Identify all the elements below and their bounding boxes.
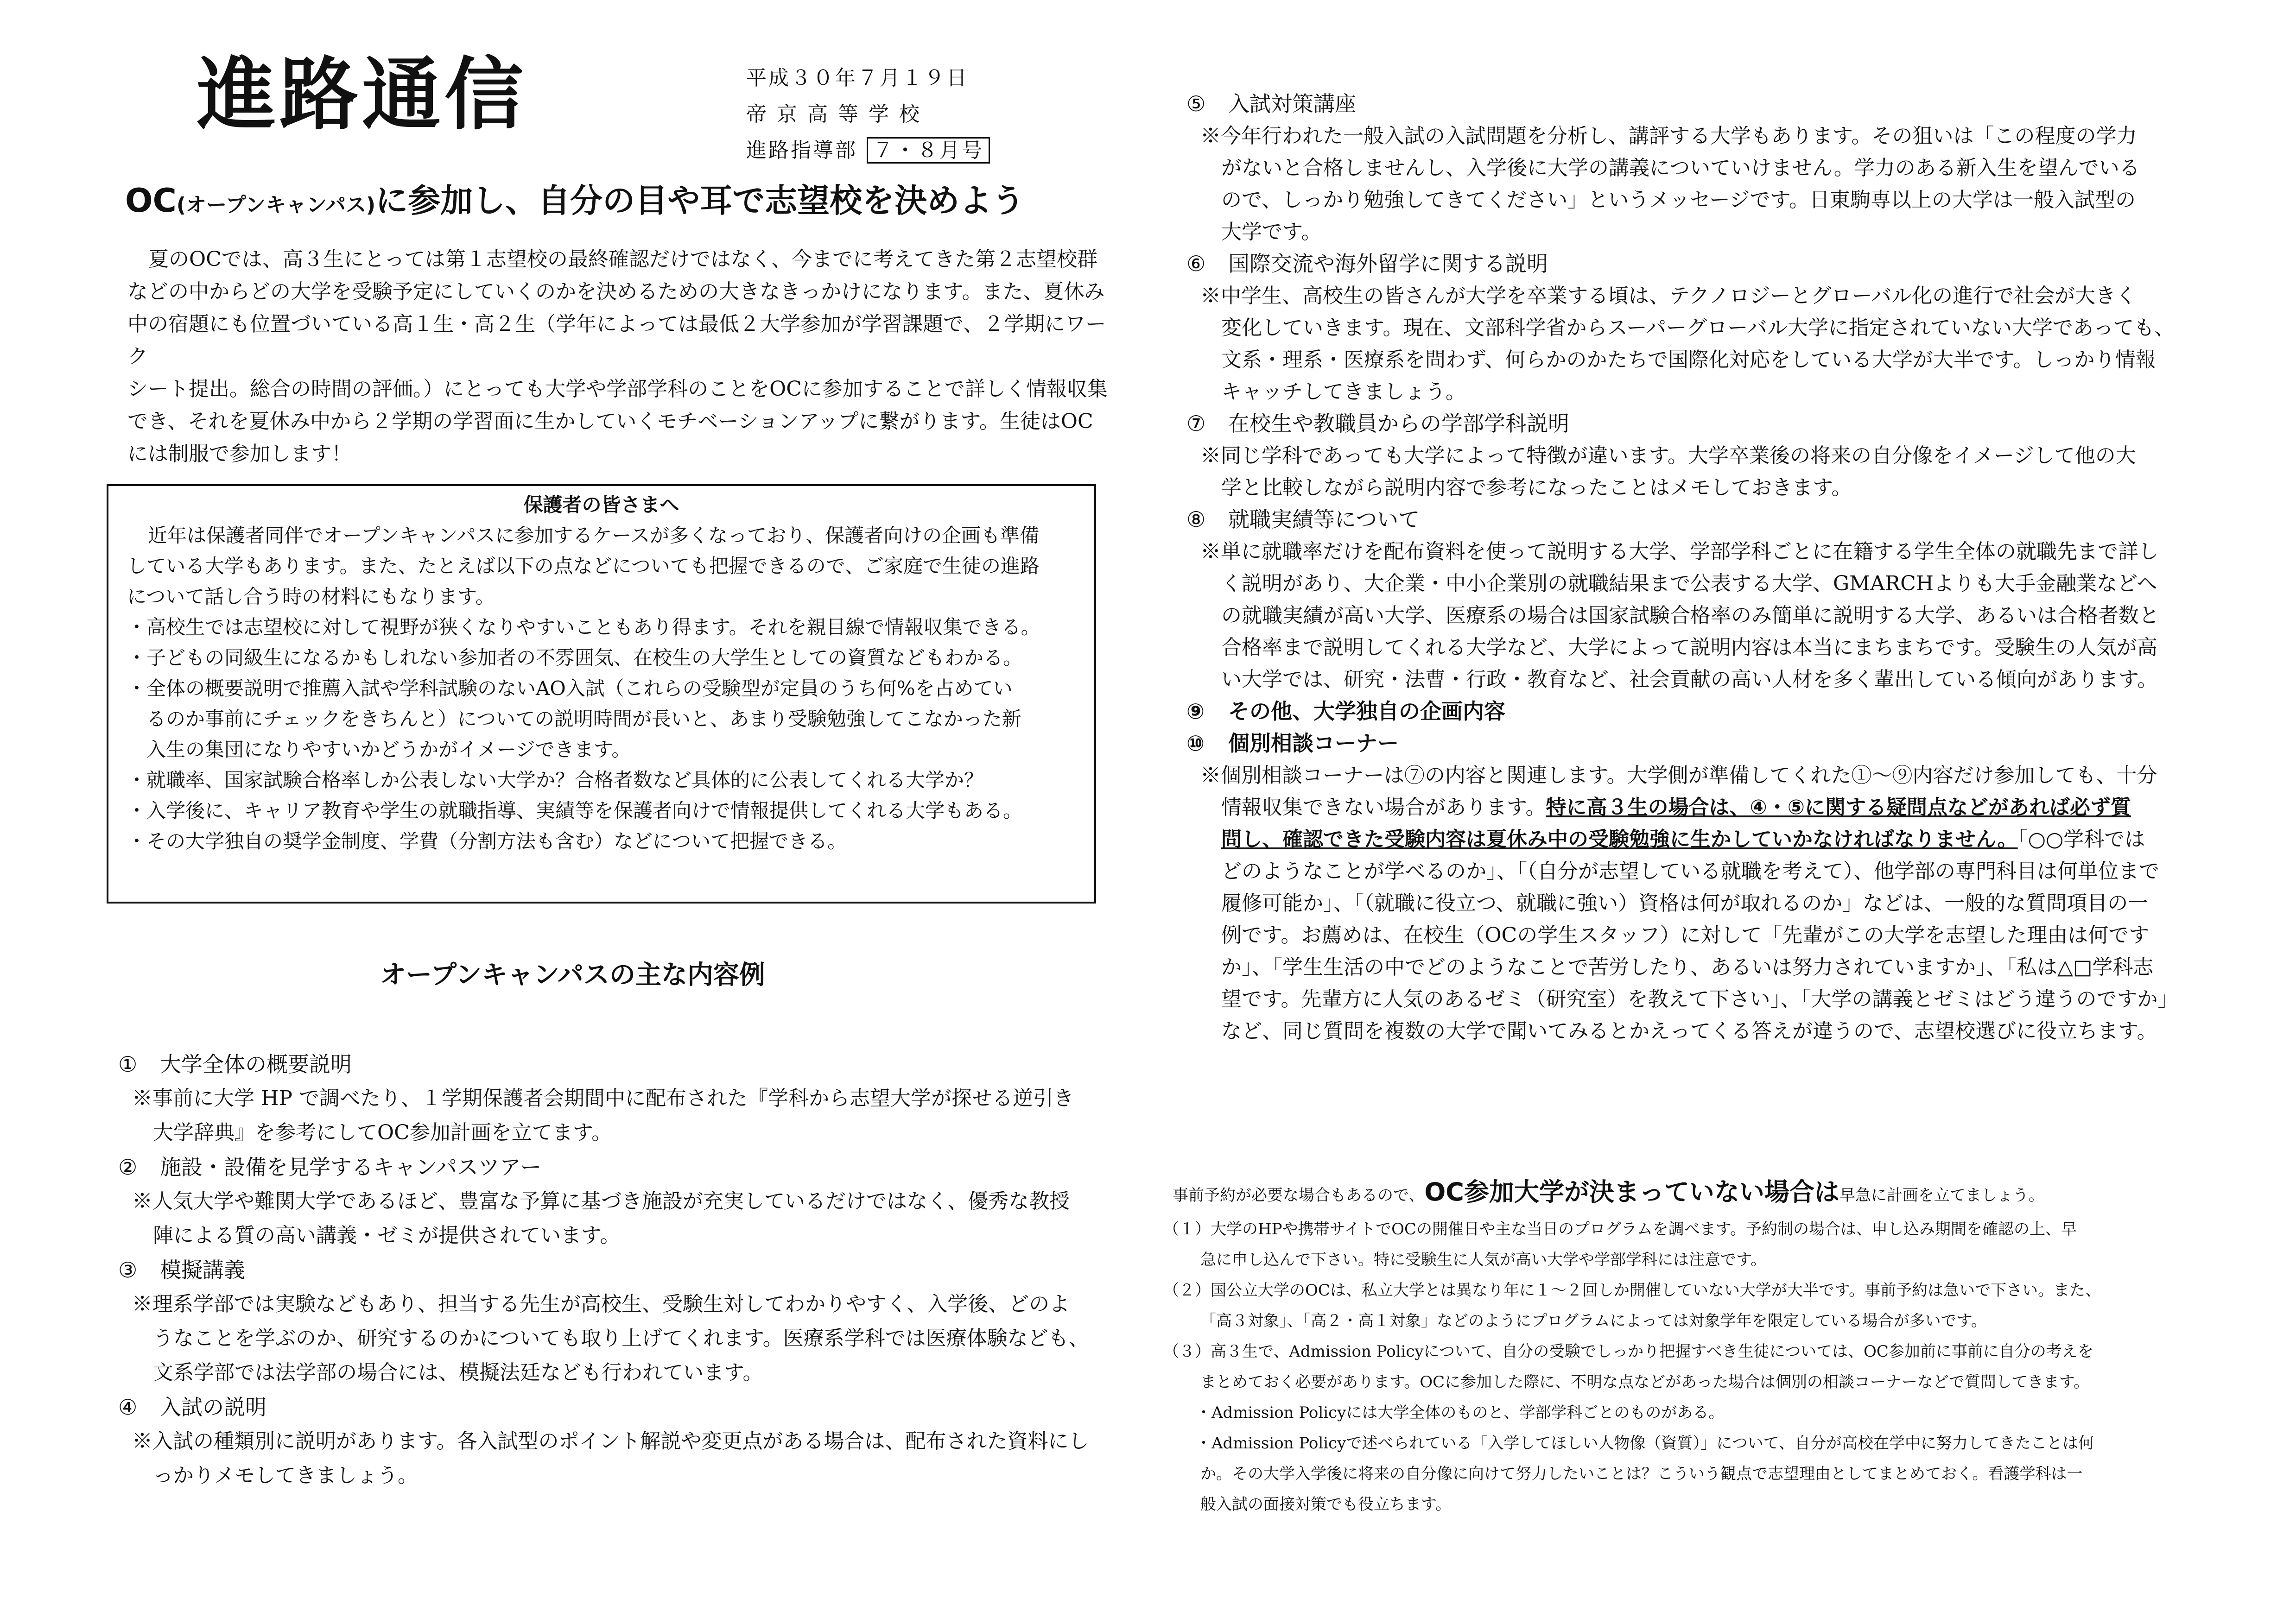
content-item [1186,408,2188,504]
content-item [1186,727,2188,1047]
item-note-line: 大学です。 [1221,220,1322,244]
content-item [1186,88,2188,248]
section-title: オープンキャンパスの主な内容例 [380,960,766,990]
consult-line: など、同じ質問を複数の大学で聞いてみるとかえってくる答えが違うので、志望校選びに役立ちます。 [1221,1019,2157,1043]
parent-box-line: について話し合う時の材料にもなります。 [127,585,495,608]
item-heading: ③ 模擬講義 [118,1257,245,1283]
parent-box-line: 近年は保護者同伴でオープンキャンパスに参加するケースが多くなっており、保護者向けの企画も準備 [148,524,1040,547]
consult-line: 問し、確認できた受験内容は夏休み中の受験勉強に生かしていかなければなりません。「○○学科では [1221,828,2145,851]
item-note-line: ※理系学部では実験などもあり、担当する先生が高校生、受験生対してわかりやすく、入学後、どのよ [132,1292,1070,1316]
item-heading: ④ 入試の説明 [118,1395,266,1420]
parent-box-bullet: るのか事前にチェックをきちんと）についての説明時間が長いと、あまり受験勉強してこなかった新 [127,708,1021,730]
consult-line: 情報収集できない場合があります。特に高３生の場合は、④・⑤に関する疑問点などがあれば必ず質 [1221,796,2131,819]
intro-line: などの中からどの大学を受験予定にしていくのかを決めるための大きなきっかけになります。また、夏休み [127,280,1105,303]
item-note-line: い大学では、研究・法曹・行政・教育など、社会貢献の高い人材を多く輩出している傾向があります。 [1221,668,2158,691]
plan-list-line: か。その大学入学後に将来の自分像に向けて努力したいことは？こういう観点で志望理由としてまとめておく。看護学科は一 [1200,1465,2083,1483]
intro-line: シート提出。総合の時間の評価。）にとっても大学や学部学科のことをOCに参加することで詳しく情報収集 [127,377,1108,401]
parent-box-bullet: ・全体の概要説明で推薦入試や学科試験のないAO入試（これらの受験型が定員のうち何%を占めてい [127,677,1013,700]
parent-box-bullet: ・高校生では志望校に対して視野が狭くなりやすいこともあり得ます。それを親目線で情報収集できる。 [127,616,1040,638]
item-note-line: ※単に就職率だけを配布資料を使って説明する大学、学部学科ごとに在籍する学生全体の就職先まで詳し [1200,540,2159,563]
main-headline [125,183,1122,219]
consult-line: どのようなことが学べるのか」、「（自分が志望している就職を考えて）、他学部の専門科目は何単位まで [1221,859,2159,883]
item-note-line: ので、しっかり勉強してきてください」というメッセージです。日東駒専以上の大学は一般入試型の [1221,188,2136,212]
consult-emphasis: 特に高３生の場合は、④・⑤に関する疑問点などがあれば必ず質 [1546,796,2131,819]
headline-rest: に参加し、自分の目や耳で志望校を決めよう [375,182,1025,220]
consult-line: ※個別相談コーナーは⑦の内容と関連します。大学側が準備してくれた①～⑨内容だけ参加しても、十分 [1200,764,2157,787]
item-note-line: っかりメモしてきましょう。 [153,1464,418,1487]
item-heading: ⑥ 国際交流や海外留学に関する説明 [1186,251,1548,276]
item-heading: ⑤ 入試対策講座 [1186,91,1356,116]
headline-paren: (オープンキャンパス) [176,193,376,217]
item-heading: ⑩ 個別相談コーナー [1186,731,1399,756]
parent-notice-box [107,484,1096,904]
intro-line: には制服で参加します！ [127,442,352,466]
plan-list-line: ・Admission Policyには大学全体のものと、学部学科ごとのものがある。 [1196,1403,1725,1422]
plan-list-line: まとめておく必要があります。OCに参加した際に、不明な点などがあった場合は個別の相談コーナーなどで質問してきます。 [1200,1373,2090,1391]
item-note-line: の就職実績が高い大学、医療系の場合は国家試験合格率のみ簡単に説明する大学、あるいは合格者数と [1221,604,2159,627]
newsletter-title: 進路通信 [197,49,527,141]
intro-line: 夏のOCでは、高３生にとっては第１志望校の最終確認だけではなく、今までに考えてきた第２志望校群 [148,247,1097,271]
item-heading: ② 施設・設備を見学するキャンパスツアー [118,1155,542,1180]
item-note-line: ※人気大学や難関大学であるほど、豊富な予算に基づき施設が充実しているだけではなく、優秀な教授 [132,1189,1070,1213]
content-item [118,1253,1119,1390]
item-note-line: ※同じ学科であっても大学によって特徴が違います。大学卒業後の将来の自分像をイメージして他の大 [1200,444,2136,468]
item-note-line: ※今年行われた一般入試の入試問題を分析し、講評する大学もあります。その狙いは「この程度の学力 [1200,124,2137,148]
intro-line: でき、それを夏休み中から２学期の学習面に生かしていくモチベーションアップに繋がります。生徒はOC [127,410,1093,433]
plan-list-line: 般入試の面接対策でも役立ちます。 [1200,1495,1452,1514]
item-note-line: 大学辞典』を参考にしてOC参加計画を立てます。 [153,1121,612,1144]
plan-emphasis: OC参加大学が決まっていない場合は [1424,1177,1839,1207]
intro-line: 中の宿題にも位置づいている高１生・高２生（学年によっては最低２大学参加が学習課題で、２学期にワーク [127,312,1106,368]
consult-emphasis: 問し、確認できた受験内容は夏休み中の受験勉強に生かしていかなければなりません。 [1221,828,2018,851]
item-note-line: 変化していきます。現在、文部科学省からスーパーグローバル大学に指定されていない大学であっても、 [1221,316,2175,340]
plan-heading [1173,1172,2192,1208]
item-note-line: 陣による質の高い講義・ゼミが提供されています。 [153,1224,621,1247]
issue-date: 平成３０年７月１９日 [746,66,969,90]
item-note-line: 合格率まで説明してくれる大学など、大学によって説明内容は本当にまちまちです。受験生の人気が高 [1221,636,2158,659]
item-heading: ⑨ その他、大学独自の企画内容 [1186,699,1505,724]
parent-box-bullet: 入生の集団になりやすいかどうかがイメージできます。 [127,738,631,761]
department-name: 進路指導部 [746,139,857,162]
content-item [118,1047,1119,1150]
plan-list [1163,1214,2188,1520]
content-item [118,1390,1119,1493]
parent-box-bullet: ・子どもの同級生になるかもしれない参加者の不雰囲気、在校生の大学生としての資質などもわかる。 [127,646,1023,669]
plan-list-line: 急に申し込んで下さい。特に受験生に人気が高い大学や学部学科には注意です。 [1200,1251,1767,1269]
department-line [746,133,990,169]
plan-list-line: 「高３対象」、「高２・高１対象」などのようにプログラムによっては対象学年を限定している場合が多いです。 [1200,1312,1987,1330]
item-note-line: ※入試の種類別に説明があります。各入試型のポイント解説や変更点がある場合は、配布された資料にし [132,1429,1089,1453]
item-note-line: ※事前に大学 HP で調べたり、１学期保護者会期間中に配布された『学科から志望大学が探せる逆引き [132,1087,1074,1110]
item-note-line: がないと合格しませんし、入学後に大学の講義についていけません。学力のある新入生を望んでいる [1221,156,2140,180]
parent-box-title: 保護者の皆さまへ [523,493,679,516]
content-item [1186,504,2188,695]
item-note-line: キャッチしてきましょう。 [1221,380,1466,404]
item-note-line: 文系学部では法学部の場合には、模擬法廷なども行われています。 [153,1361,763,1384]
issue-number: ７・８月号 [867,137,990,164]
issue-info [746,60,990,169]
parent-box-bullet: ・就職率、国家試験合格率しか公表しない大学か？合格者数など具体的に公表してくれる大学か？ [127,769,984,791]
content-item [118,1150,1119,1253]
plan-pre: 事前予約が必要な場合もあるので、 [1173,1186,1425,1205]
plan-post: 早急に計画を立てましょう。 [1839,1186,2044,1205]
item-heading: ⑦ 在校生や教職員からの学部学科説明 [1186,411,1569,436]
plan-list-line: （２）国公立大学のOCは、私立大学とは異なり年に１～２回しか開催していない大学が大半です。事前予約は急いで下さい。また、 [1163,1281,2101,1300]
parent-box-bullet: ・その大学独自の奨学金制度、学費（分割方法も含む）などについて把握できる。 [127,830,847,853]
parent-box-list [127,612,1076,857]
plan-list-line: ・Admission Policyで述べられている「入学してほしい人物像（資質）」について、自分が高校在学中に努力してきたことは何 [1196,1434,2094,1453]
item-note-line: 文系・理系・医療系を問わず、何らかのかたちで国際化対応をしている大学が大半です。しっかり情報 [1221,348,2156,372]
right-content-list [1186,88,2188,1047]
content-item [1186,695,2188,727]
item-note-line: 学と比較しながら説明内容で参考になったことはメモしておきます。 [1221,476,1852,499]
parent-box-bullet: ・入学後に、キャリア教育や学生の就職指導、実績等を保護者向けで情報提供してくれる大学もある。 [127,799,1023,822]
consult-line: 履修可能か」、「（就職に役立つ、就職に強い）資格は何が取れるのか」などは、一般的な質問項目の一 [1221,891,2149,915]
consult-line: 例です。お薦めは、在校生（OCの学生スタッフ）に対して「先輩がこの大学を志望した理由は何です [1221,923,2150,947]
headline-oc: OC [125,182,177,220]
parent-box-line: している大学もあります。また、たとえば以下の点などについても把握できるので、ご家庭で生徒の進路 [127,555,1040,577]
content-item [1186,248,2188,408]
plan-list-line: （３）高３生で、Admission Policyについて、自分の受験でしっかり把握すべき生徒については、OC参加前に事前に自分の考えを [1163,1342,2093,1361]
item-heading: ⑧ 就職実績等について [1186,507,1420,532]
item-heading: ① 大学全体の概要説明 [118,1052,352,1077]
consult-line: か」、「学生生活の中でどのようなことで苦労したり、あるいは努力されていますか」、「私は△□学科志 [1221,955,2154,979]
school-name: 帝 京 高 等 学 校 [746,102,921,126]
plan-list-line: （１）大学のHPや携帯サイトでOCの開催日や主な当日のプログラムを調べます。予約制の場合は、申し込み期間を確認の上、早 [1163,1220,2077,1239]
left-content-list [118,1047,1119,1493]
item-note-line: ※中学生、高校生の皆さんが大学を卒業する頃は、テクノロジーとグローバル化の進行で社会が大きく [1200,284,2137,308]
item-note-line: く説明があり、大企業・中小企業別の就職結果まで公表する大学、GMARCHよりも大手金融業などへ [1221,572,2157,595]
intro-paragraph [127,243,1119,470]
consult-line: 望です。先輩方に人気のあるゼミ（研究室）を教えて下さい」、「大学の講義とゼミはどう違うのですか」 [1221,987,2178,1011]
item-note-line: うなことを学ぶのか、研究するのかについても取り上げてくれます。医療系学科では医療体験なども、 [153,1327,1089,1350]
